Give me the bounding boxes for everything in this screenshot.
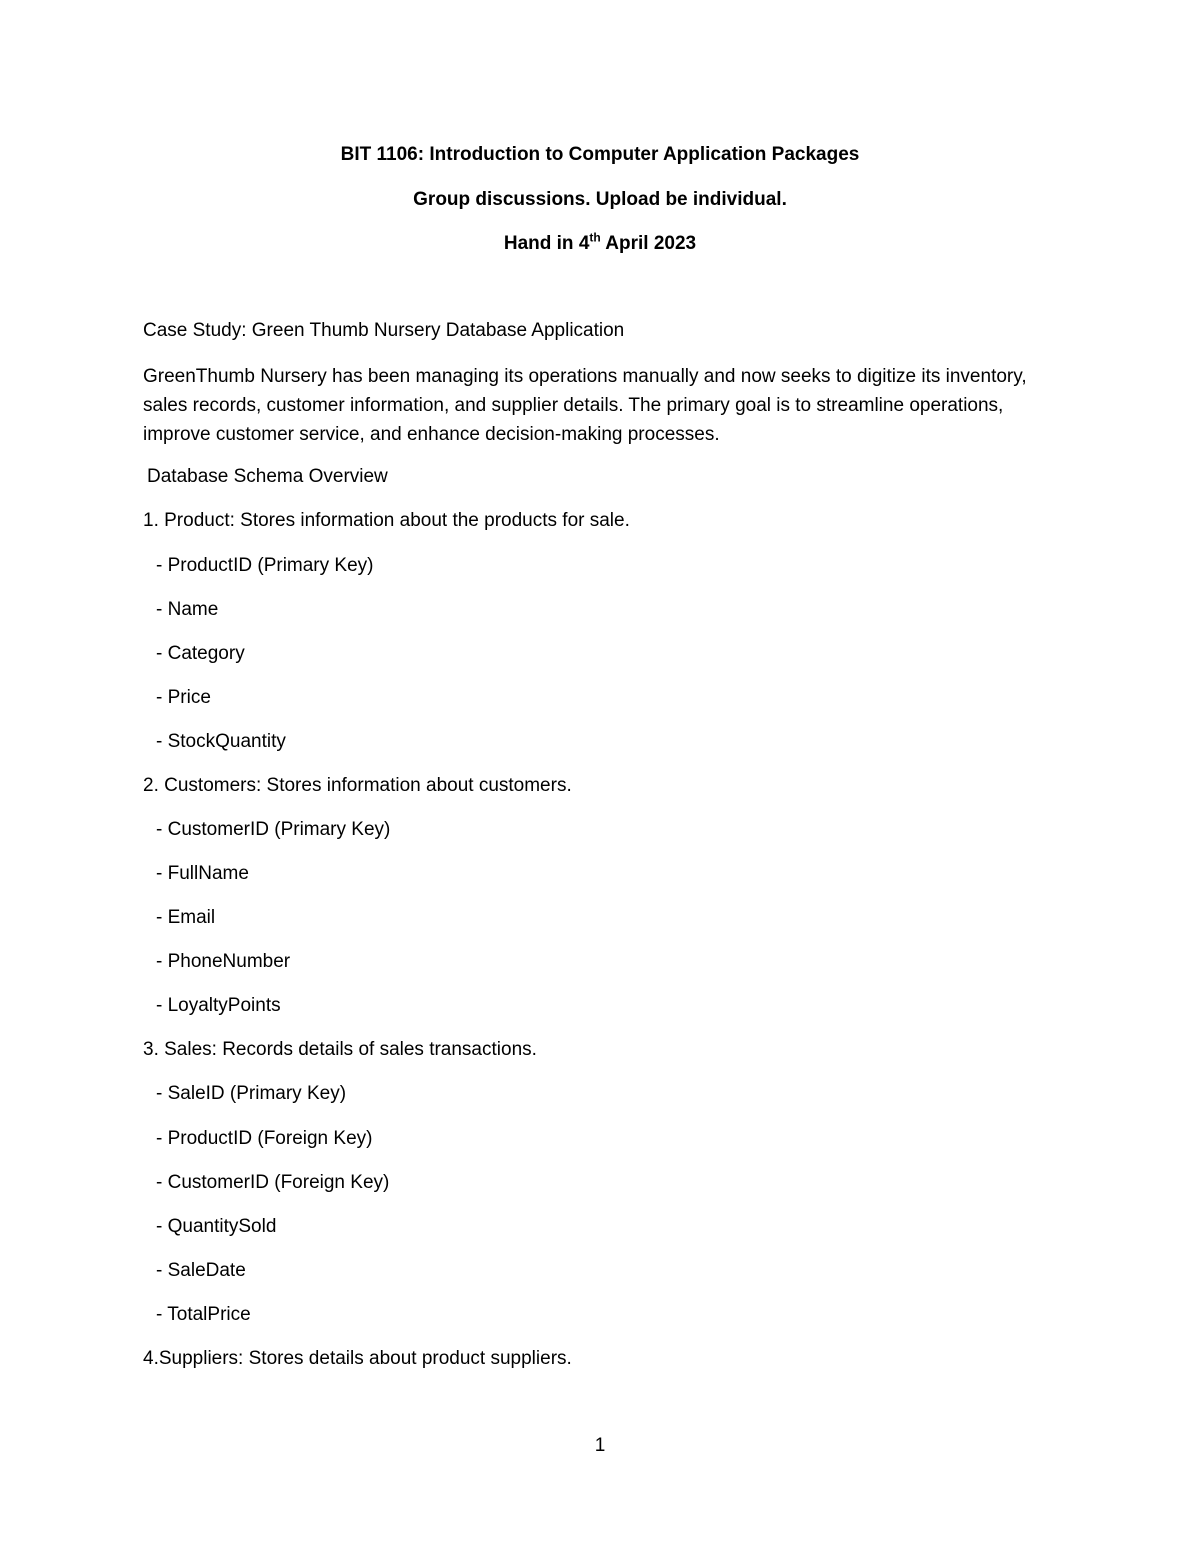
field-item: - QuantitySold (156, 1216, 277, 1237)
field-item: - ProductID (Foreign Key) (156, 1128, 373, 1149)
field-item: - Price (156, 687, 211, 708)
table-title-product: 1. Product: Stores information about the products for sale. (143, 510, 630, 531)
case-study-heading: Case Study: Green Thumb Nursery Database Application (143, 320, 625, 341)
field-item: - LoyaltyPoints (156, 995, 281, 1016)
page-number: 1 (594, 1435, 606, 1456)
field-item: - TotalPrice (156, 1304, 251, 1325)
field-item: - CustomerID (Primary Key) (156, 819, 391, 840)
field-item: - ProductID (Primary Key) (156, 555, 374, 576)
case-study-intro: GreenThumb Nursery has been managing its operations manually and now seeks to digitize its inventory, sales records, customer information, and supplier details. The primary goal is to streamline operations, improve customer service, and enhance decision-making processes. (143, 366, 1027, 445)
field-item: - StockQuantity (156, 731, 286, 752)
document-subtitle: Group discussions. Upload be individual. (413, 189, 787, 210)
hand-in-superscript: th (589, 230, 601, 245)
field-item: - Category (156, 643, 245, 664)
field-item: - SaleDate (156, 1260, 246, 1281)
schema-heading: Database Schema Overview (147, 466, 388, 487)
hand-in-suffix: April 2023 (600, 233, 697, 254)
hand-in-prefix: Hand in 4 (503, 233, 590, 254)
table-title-customers: 2. Customers: Stores information about customers. (143, 775, 572, 796)
field-item: - Email (156, 907, 216, 928)
field-item: - CustomerID (Foreign Key) (156, 1172, 390, 1193)
field-item: - PhoneNumber (156, 951, 291, 972)
field-item: - Name (156, 599, 219, 620)
field-item: - FullName (156, 863, 249, 884)
table-title-suppliers: 4.Suppliers: Stores details about product suppliers. (143, 1348, 572, 1369)
hand-in-date (0, 232, 1200, 256)
field-item: - SaleID (Primary Key) (156, 1083, 347, 1104)
document-title: BIT 1106: Introduction to Computer Application Packages (340, 144, 860, 165)
table-title-sales: 3. Sales: Records details of sales transactions. (143, 1039, 537, 1060)
